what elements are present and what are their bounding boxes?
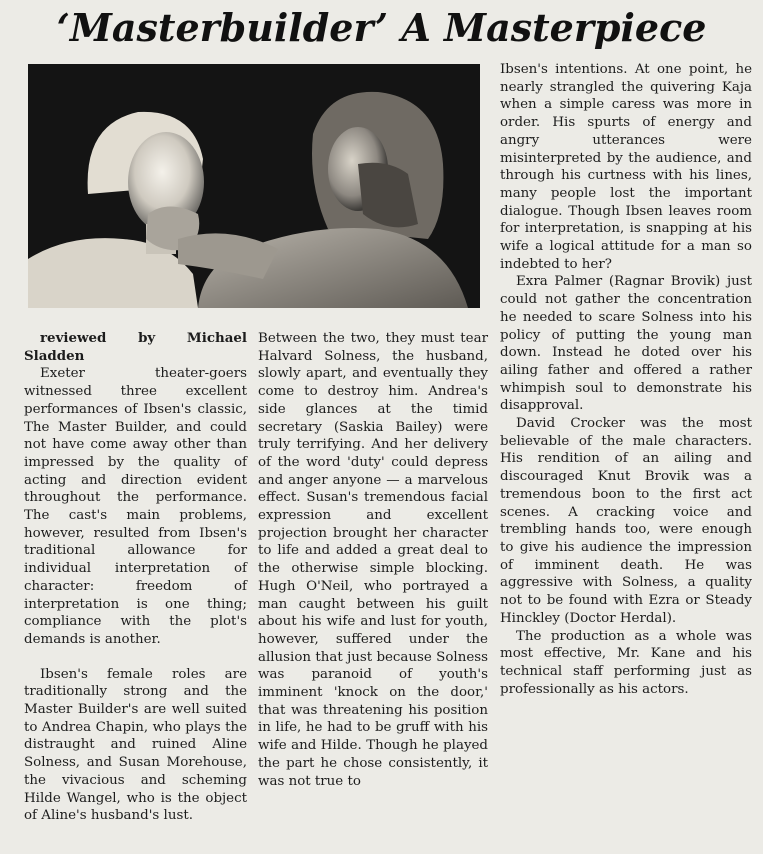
column-1 [24, 330, 247, 825]
stage-photo-icon [28, 64, 480, 308]
column-3 [500, 61, 752, 698]
paragraph: David Crocker was the most believable of the male characters. His rendition of an ailing and discouraged Knut Brovik was a tremendous boon to the first act scenes. A cracking voice and trembling hands too, were enough to give his audience the impression of imminent death. He was aggressive with Solness, a quality not to be found with Ezra or Steady Hinckley (Doctor Herdal). [500, 416, 752, 626]
byline: reviewed by Michael Sladden [24, 330, 247, 364]
column-2 [258, 330, 488, 790]
paragraph: The production as a whole was most effective, Mr. Kane and his technical staff performing just as professionally as his actors. [500, 628, 752, 697]
headline: ‘Masterbuilder’ A Masterpiece [56, 5, 707, 50]
paragraph: Ibsen's intentions. At one point, he nearly strangled the quivering Kaja when a simple caress was more in order. His spurts of energy and angry utterances were misinterpreted by the audience, and through his curtness with his lines, many people lost the important dialogue. Though Ibsen leaves room for interpretation, is snapping at his wife a logical attitude for a man so indebted to her? [500, 62, 752, 272]
paragraph: Between the two, they must tear Halvard Solness, the husband, slowly apart, and eventually they come to destroy him. Andrea's side glances at the timid secretary (Saskia Bailey) were truly terrifying. And her delivery of the word 'duty' could depress and anger anyone — a marvelous effect. Susan's tremendous facial expression and excellent projection brought her character to life and added a great deal to the otherwise simple blocking. Hugh O'Neil, who portrayed a man caught between his guilt about his wife and lust for youth, however, suffered under the allusion that just because Solness was paranoid of youth's imminent 'knock on the door,' that was threatening his position in life, he had to be gruff with his wife and Hilde. Though he played the part he chose consistently, it was not true to [258, 331, 488, 789]
stage-photo [28, 64, 480, 308]
paragraph: Exra Palmer (Ragnar Brovik) just could not gather the concentration he needed to scare Solness into his policy of putting the young man down. Instead he doted over his ailing father and offered a rather whimpish soul to demonstrate his disapproval. [500, 274, 752, 414]
paragraph: Ibsen's female roles are traditionally strong and the Master Builder's are well suited to Andrea Chapin, who plays the distraught and ruined Aline Solness, and Susan Morehouse, the vivacious and scheming Hilde Wangel, who is the object of Aline's husband's lust. [24, 666, 247, 824]
paragraph: Exeter theater-goers witnessed three excellent performances of Ibsen's classic, The Master Builder, and could not have come away other than impressed by the quality of acting and direction evident throughout the performance. The cast's main problems, however, resulted from Ibsen's traditional allowance for individual interpretation of character: freedom of interpretation is one thing; compliance with the plot's demands is another. [24, 366, 247, 647]
